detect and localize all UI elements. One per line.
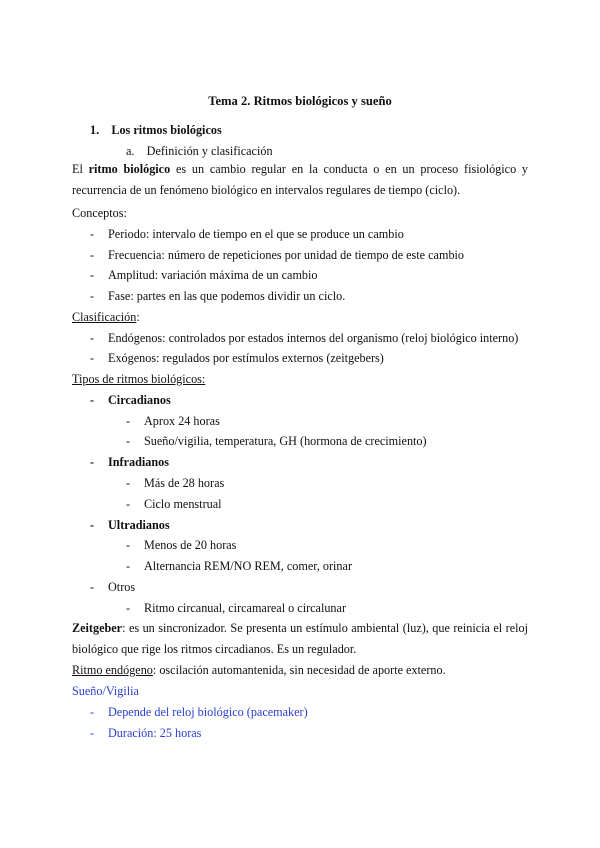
list-item: - Duración: 25 horas <box>90 726 202 740</box>
definition-paragraph <box>72 159 528 201</box>
list-item: - Ritmo circanual, circamareal o circalunar <box>126 601 346 615</box>
definition-text: es un cambio regular en la conducta o en un proceso fisiológico y recurrencia de un fenómeno biológico en intervalos regulares de tiempo (ciclo). <box>72 162 529 197</box>
definition-pre: El <box>72 162 83 176</box>
list-item: - Endógenos: controlados por estados internos del organismo (reloj biológico interno) <box>90 331 519 345</box>
section-label: Los ritmos biológicos <box>111 123 222 137</box>
list-item: - Periodo: intervalo de tiempo en el que se produce un cambio <box>90 227 404 241</box>
list-item: - Sueño/vigilia, temperatura, GH (hormona de crecimiento) <box>126 434 427 448</box>
clasificacion-label: Clasificación: <box>72 310 140 324</box>
list-item: - Alternancia REM/NO REM, comer, orinar <box>126 559 352 573</box>
subsection-label: Definición y clasificación <box>146 144 273 158</box>
list-item: - Depende del reloj biológico (pacemaker) <box>90 705 308 719</box>
subsection-number: a. <box>126 144 135 158</box>
list-item: - Ciclo menstrual <box>126 497 222 511</box>
list-item: - Aprox 24 horas <box>126 414 220 428</box>
subsection-heading <box>126 143 273 159</box>
section-heading <box>90 122 222 138</box>
list-item: - Menos de 20 horas <box>126 538 237 552</box>
tipo-circadianos: - Circadianos <box>90 393 171 407</box>
section-number: 1. <box>90 123 100 137</box>
endogeno-line: Ritmo endógeno: oscilación automantenida, sin necesidad de aporte externo. <box>72 663 446 677</box>
definition-term: ritmo biológico <box>88 162 171 176</box>
list-item: - Exógenos: regulados por estímulos externos (zeitgebers) <box>90 351 384 365</box>
conceptos-label: Conceptos: <box>72 206 127 220</box>
list-item: - Fase: partes en las que podemos dividir un ciclo. <box>90 289 346 303</box>
tipos-label: Tipos de ritmos biológicos: <box>72 372 206 386</box>
page-title: Tema 2. Ritmos biológicos y sueño <box>208 94 392 108</box>
zeitgeber-term: Zeitgeber <box>72 621 123 635</box>
tipo-infradianos: - Infradianos <box>90 455 169 469</box>
zeitgeber-paragraph <box>72 618 528 660</box>
list-item: - Amplitud: variación máxima de un cambio <box>90 268 318 282</box>
list-item: - Más de 28 horas <box>126 476 225 490</box>
zeitgeber-text: : es un sincronizador. Se presenta un estímulo ambiental (luz), que reinicia el reloj biológico que rige los ritmos circadianos. Es un regulador. <box>72 621 528 656</box>
sueno-heading: Sueño/Vigilia <box>72 684 139 698</box>
list-item: - Frecuencia: número de repeticiones por unidad de tiempo de este cambio <box>90 248 465 262</box>
tipo-otros: - Otros <box>90 580 136 594</box>
tipo-ultradianos: - Ultradianos <box>90 518 170 532</box>
